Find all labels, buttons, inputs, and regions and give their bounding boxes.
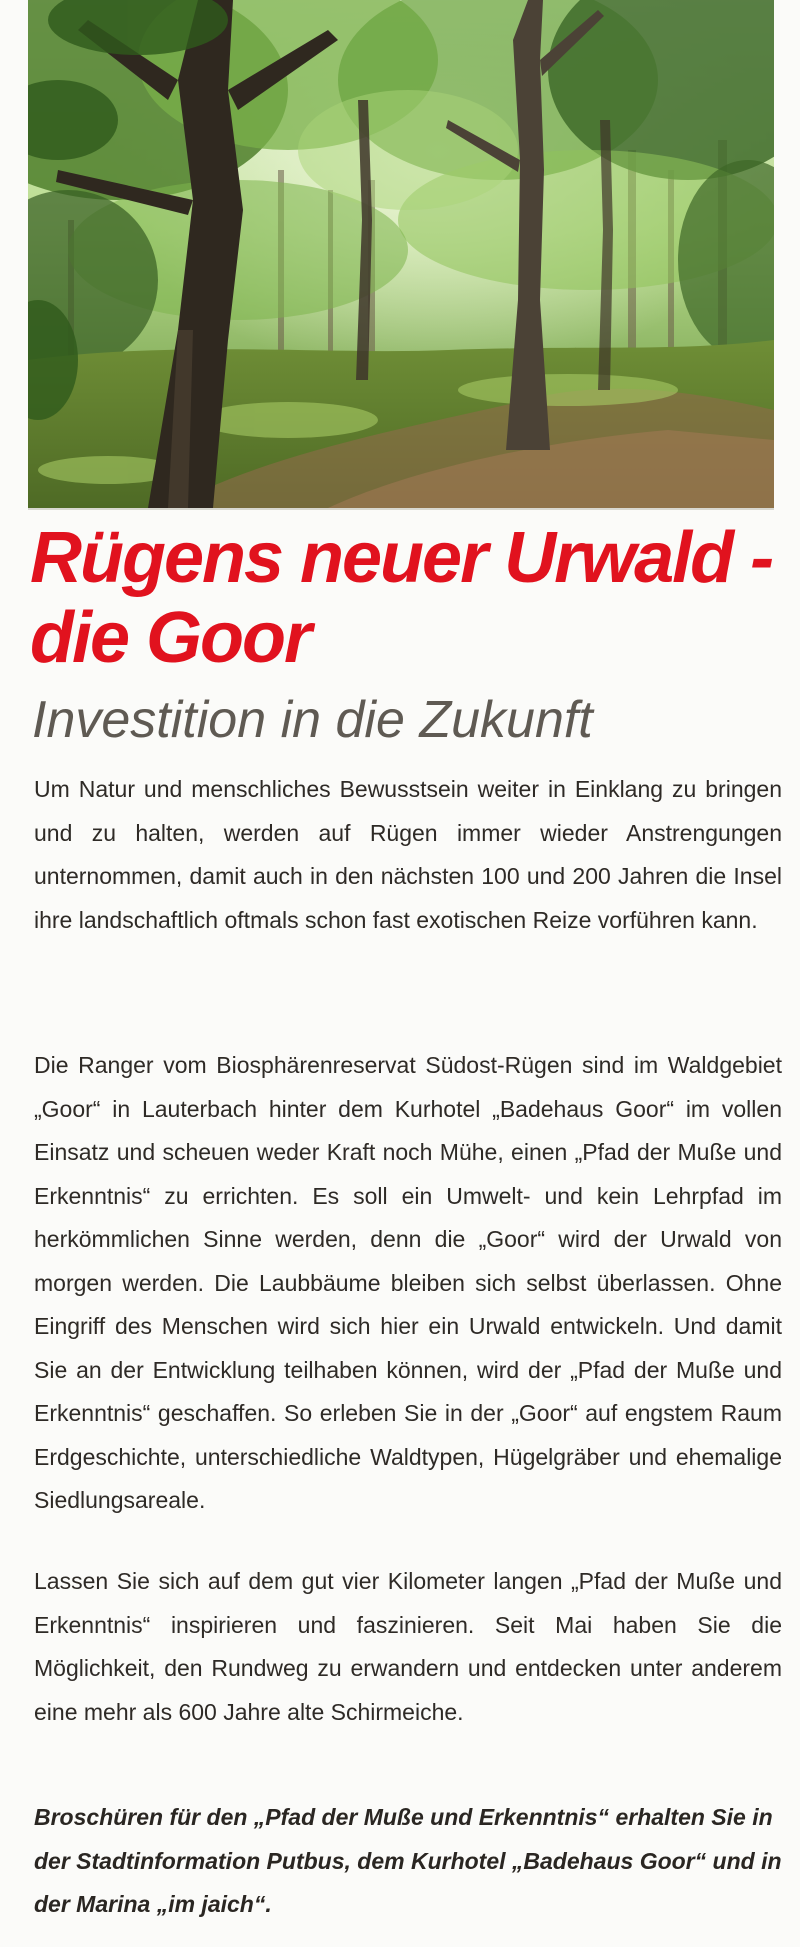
paragraph-rangers: Die Ranger vom Biosphärenreservat Südost-Rügen sind im Waldgebiet „Goor“ in Lauterbach hinter dem Kurhotel „Badehaus Goor“ im vollen Einsatz und scheuen weder Kraft noch Mühe, einen „Pfad der Muße und Erkenntnis“ zu errichten. Es soll ein Umwelt- und kein Lehrpfad im herkömmlichen Sinne werden, denn die „Goor“ wird der Urwald von morgen werden. Die Laubbäume bleiben sich selbst überlassen. Ohne Eingriff des Menschen wird sich hier ein Urwald entwickeln. Und damit Sie an der Entwicklung teilhaben können, wird der „Pfad der Muße und Erkenntnis“ geschaffen. So erleben Sie in der „Goor“ auf engstem Raum Erdgeschichte, unterschiedliche Waldtypen, Hügelgräber und ehemalige Siedlungsareale.	[34, 1052, 782, 1513]
paragraph-trail: Lassen Sie sich auf dem gut vier Kilometer langen „Pfad der Muße und Erkenntnis“ inspirieren und faszinieren. Seit Mai haben Sie die Möglichkeit, den Rundweg zu erwandern und entdecken unter anderem eine mehr als 600 Jahre alte Schirmeiche.	[34, 1568, 782, 1725]
paragraph-intro: Um Natur und menschliches Bewusstsein weiter in Einklang zu bringen und zu halten, werden auf Rügen immer wieder Anstrengungen unternommen, damit auch in den nächsten 100 und 200 Jahren die Insel ihre landschaftlich oftmals schon fast exotischen Reize vorführen kann.	[34, 776, 782, 933]
article-subtitle: Investition in die Zukunft	[32, 691, 593, 749]
article-title-line-2: die Goor	[30, 598, 311, 678]
article-title-line-1: Rügens neuer Urwald -	[30, 518, 773, 598]
forest-illustration	[28, 0, 774, 508]
paragraph-brochure-note: Broschüren für den „Pfad der Muße und Erkenntnis“ erhalten Sie in der Stadtinformation Putbus, dem Kurhotel „Badehaus Goor“ und in der Marina „im jaich“.	[34, 1804, 782, 1917]
article-title	[30, 518, 790, 678]
forest-photo	[28, 0, 774, 510]
